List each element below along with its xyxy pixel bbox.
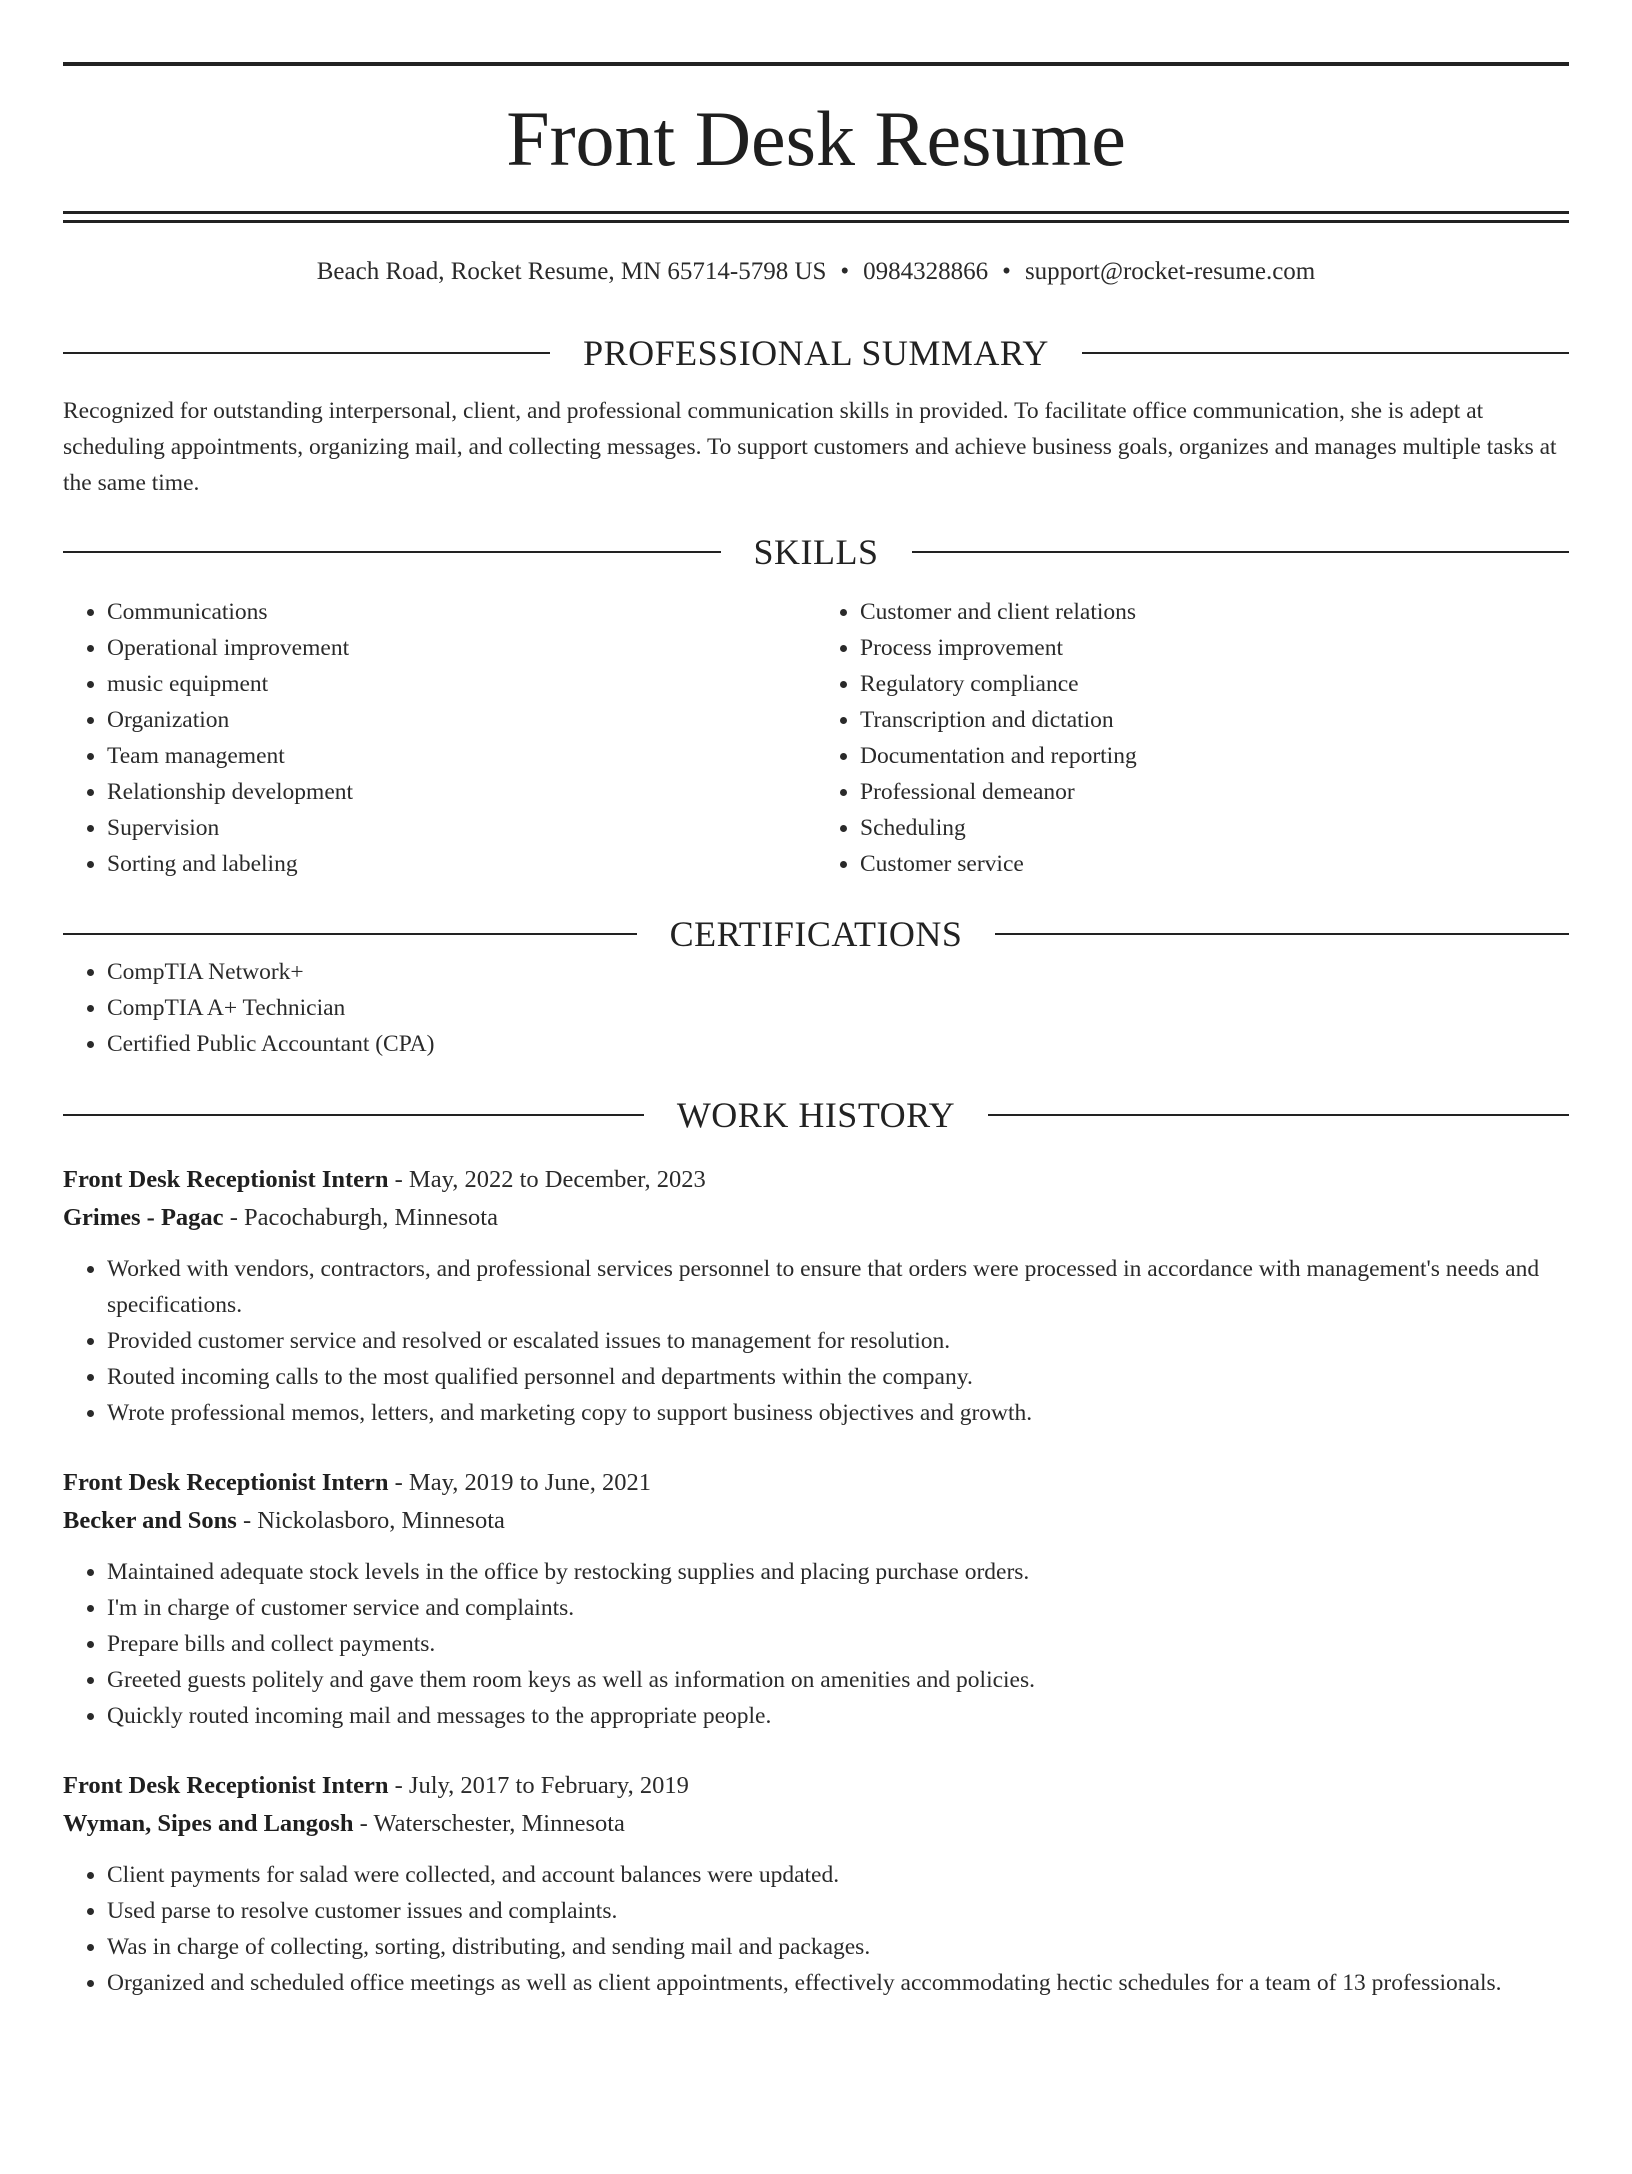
top-rule — [63, 62, 1569, 66]
contact-address: Beach Road, Rocket Resume, MN 65714-5798 US — [316, 258, 827, 285]
section-heading-label: SKILLS — [753, 532, 879, 572]
job-location: - Pacochaburgh, Minnesota — [223, 1204, 498, 1231]
job-duty: • Client payments for salad were collected, and account balances were updated. — [107, 1857, 1569, 1893]
skill-item: • Process improvement — [860, 630, 1569, 666]
skill-item: • Operational improvement — [107, 630, 816, 666]
skill-item: • Documentation and reporting — [860, 738, 1569, 774]
job-entry — [63, 1767, 1569, 2001]
skill-item: • Professional demeanor — [860, 774, 1569, 810]
section-heading-label: CERTIFICATIONS — [669, 914, 963, 954]
job-company: Becker and Sons — [63, 1507, 237, 1534]
job-duty: • Quickly routed incoming mail and messages to the appropriate people. — [107, 1698, 1569, 1734]
job-location: - Waterschester, Minnesota — [353, 1810, 625, 1837]
skill-item: • Scheduling — [860, 810, 1569, 846]
contact-separator: • — [1002, 258, 1011, 285]
section-heading-certifications — [63, 914, 1569, 954]
job-duty: • Provided customer service and resolved or escalated issues to management for resolution. — [107, 1323, 1569, 1359]
resume-page — [0, 62, 1632, 2174]
job-duty: • Was in charge of collecting, sorting, distributing, and sending mail and packages. — [107, 1929, 1569, 1965]
skill-item: • Customer and client relations — [860, 594, 1569, 630]
job-company-line — [63, 1805, 1569, 1843]
summary-text: Recognized for outstanding interpersonal, client, and professional communication skills in provided. To facilitate office communication, she is adept at scheduling appointments, organizing mail, and collecting messages. To support customers and achieve business goals, organizes and manages multiple tasks at the same time. — [63, 398, 1557, 496]
skill-item: • Sorting and labeling — [107, 846, 816, 882]
heading-rule — [63, 933, 637, 935]
skill-item: • Regulatory compliance — [860, 666, 1569, 702]
section-heading-label: PROFESSIONAL SUMMARY — [583, 333, 1049, 373]
job-title-line — [63, 1161, 1569, 1199]
skill-item: • Supervision — [107, 810, 816, 846]
job-duty: • Wrote professional memos, letters, and marketing copy to support business objectives and growth. — [107, 1395, 1569, 1431]
job-duties-list — [63, 1554, 1569, 1734]
certification-item: • Certified Public Accountant (CPA) — [107, 1026, 1569, 1062]
job-duties-list — [63, 1857, 1569, 2001]
contact-separator: • — [840, 258, 850, 285]
heading-rule — [63, 1114, 644, 1116]
heading-rule — [912, 551, 1570, 553]
job-duty: • Prepare bills and collect payments. — [107, 1626, 1569, 1662]
skill-item: • music equipment — [107, 666, 816, 702]
certification-item: • CompTIA A+ Technician — [107, 990, 1569, 1026]
certification-item: • CompTIA Network+ — [107, 954, 1569, 990]
job-title: Front Desk Receptionist Intern — [63, 1166, 389, 1193]
job-company-line — [63, 1199, 1569, 1237]
job-entry — [63, 1161, 1569, 1431]
job-company: Wyman, Sipes and Langosh — [63, 1810, 354, 1837]
heading-rule — [63, 551, 721, 553]
skills-grid — [63, 594, 1569, 882]
title-double-rule — [63, 211, 1569, 223]
job-duty: • Greeted guests politely and gave them room keys as well as information on amenities and policies. — [107, 1662, 1569, 1698]
certifications-list — [63, 954, 1569, 1062]
contact-line — [63, 257, 1569, 287]
job-duties-list — [63, 1251, 1569, 1431]
skill-item: • Communications — [107, 594, 816, 630]
heading-rule — [995, 933, 1569, 935]
heading-rule — [988, 1114, 1569, 1116]
job-duty: • Routed incoming calls to the most qualified personnel and departments within the company. — [107, 1359, 1569, 1395]
job-company: Grimes - Pagac — [63, 1204, 224, 1231]
job-duty: • I'm in charge of customer service and complaints. — [107, 1590, 1569, 1626]
skills-list-left — [63, 594, 816, 882]
section-heading-work-history — [63, 1095, 1569, 1135]
job-entry — [63, 1464, 1569, 1734]
job-location: - Nickolasboro, Minnesota — [236, 1507, 505, 1534]
job-title: Front Desk Receptionist Intern — [63, 1469, 389, 1496]
skill-item: • Customer service — [860, 846, 1569, 882]
job-company-line — [63, 1502, 1569, 1540]
section-heading-summary — [63, 333, 1569, 373]
job-title-line — [63, 1767, 1569, 1805]
job-dates: - July, 2017 to February, 2019 — [388, 1772, 689, 1799]
job-duty: • Used parse to resolve customer issues and complaints. — [107, 1893, 1569, 1929]
job-dates: - May, 2022 to December, 2023 — [388, 1166, 706, 1193]
job-dates: - May, 2019 to June, 2021 — [388, 1469, 651, 1496]
job-duty: • Organized and scheduled office meetings as well as client appointments, effectively accommodating hectic schedules for a team of 13 professionals. — [107, 1965, 1569, 2001]
heading-rule — [1082, 352, 1569, 354]
resume-title: Front Desk Resume — [506, 95, 1126, 182]
contact-email: support@rocket-resume.com — [1024, 258, 1316, 285]
contact-phone: 0984328866 — [863, 258, 989, 285]
heading-rule — [63, 352, 550, 354]
section-heading-skills — [63, 532, 1569, 572]
skill-item: • Organization — [107, 702, 816, 738]
job-title: Front Desk Receptionist Intern — [63, 1772, 389, 1799]
skill-item: • Relationship development — [107, 774, 816, 810]
skills-list-right — [816, 594, 1569, 882]
skill-item: • Transcription and dictation — [860, 702, 1569, 738]
job-duty: • Worked with vendors, contractors, and professional services personnel to ensure that orders were processed in accordance with management's needs and specifications. — [107, 1251, 1569, 1323]
section-heading-label: WORK HISTORY — [676, 1095, 956, 1135]
job-title-line — [63, 1464, 1569, 1502]
job-duty: • Maintained adequate stock levels in the office by restocking supplies and placing purchase orders. — [107, 1554, 1569, 1590]
skill-item: • Team management — [107, 738, 816, 774]
